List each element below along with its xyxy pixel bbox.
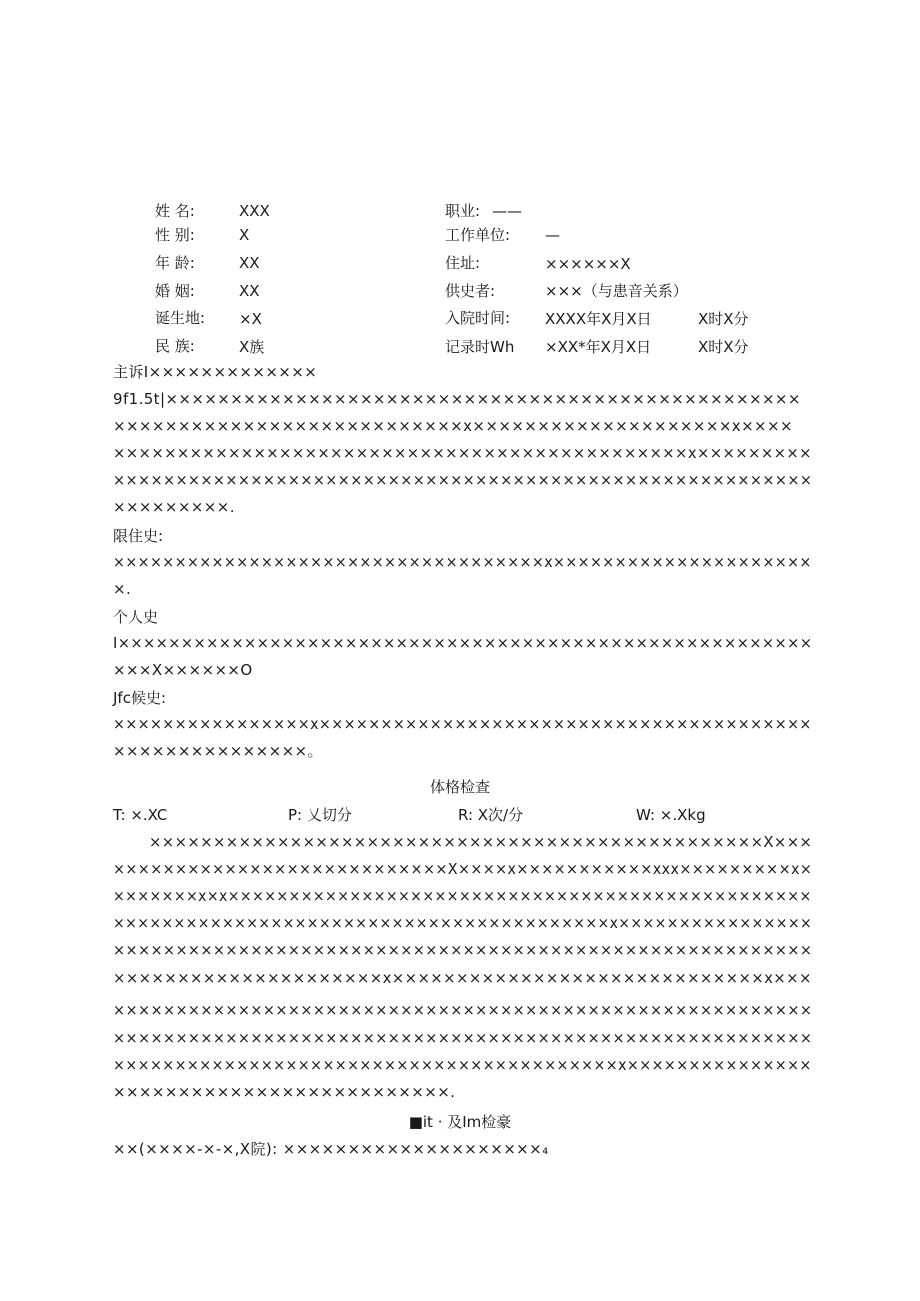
exam-respiration: R: X次/分	[458, 806, 524, 824]
record-time-value: X时X分	[698, 338, 749, 356]
family-history-title: Jfc候史:	[113, 689, 167, 707]
lab-exam-title: ■it · 及Im检豪	[408, 1113, 512, 1131]
personal-history-title: 个人史	[113, 608, 159, 626]
present-illness-line: 9f1.5t|×××××××××××××××××××××××××××××××××××××××××××××××××	[113, 390, 801, 408]
exam-line: ××××××××××××××××××××××××××××××××××××××××××××××××××××××××	[113, 1001, 813, 1019]
present-illness-line: ×××××××××××××××××××××××××××x××××××××××××××××××××x××××	[113, 417, 793, 435]
exam-line: ××××××××××××××××××××××××××××××××××××××××××××××××××××××××	[113, 941, 813, 959]
address-value: ××××××X	[545, 255, 631, 273]
present-illness-line: ××××××××××××××××××××××××××××××××××××××××××××××××××××××××	[113, 471, 813, 489]
exam-line: ××××××××××××××××××××××××××.	[113, 1083, 456, 1101]
exam-weight: W: ×.Xkg	[636, 806, 706, 824]
age-value: XX	[239, 254, 260, 272]
chief-complaint: 主诉I×××××××××××××	[113, 363, 318, 381]
family-history-line: ××××××××××××××××x××××××××××××××××××××××××××××××××××××××××	[113, 715, 812, 733]
past-history-title: 限住史:	[113, 527, 164, 545]
exam-line: ×××××××××××××××××××××××××××X××××x×××××××××××xxx×××××××××x×	[113, 860, 813, 878]
exam-pulse: P: 乂切分	[288, 806, 352, 824]
workplace-value: —	[545, 226, 560, 244]
past-history-line: ×××××××××××××××××××××××××××××××××××x×××××××××××××××××××××	[113, 553, 812, 571]
marriage-value: XX	[239, 282, 260, 300]
admit-time-value: X时X分	[698, 310, 749, 328]
exam-line: ×××××××××××××××××××××××××××××××××××××××××x×××××××××××××××	[113, 1056, 812, 1074]
exam-line: ××××××××××××××××××××××××××××××××××××××××××××××××××××××××	[113, 1029, 813, 1047]
record-time-label: 记录时Wh	[445, 338, 515, 356]
past-history-line: ×.	[113, 580, 132, 598]
admit-time-label: 入院时间:	[445, 309, 511, 327]
age-label: 年 龄:	[155, 254, 195, 272]
name-label: 姓 名:	[155, 202, 195, 220]
workplace-label: 工作单位:	[445, 226, 511, 244]
record-date-value: ×XX*年X月X日	[545, 338, 652, 356]
job-label: 职业:	[445, 202, 481, 220]
present-illness-line: ×××××××××.	[113, 498, 235, 516]
family-history-line: ×××××××××××××××。	[113, 742, 323, 760]
lab-exam-line: ××(××××-×-×,X院): ××××××××××××××××××××₄	[113, 1140, 549, 1158]
exam-line: ××××××××××××××××××××××××××××××××××××××××××××××××X×××	[149, 833, 813, 851]
exam-line: ×××××××××××××××××××××x×××××××××××××××××××××××××××××x×××	[113, 969, 812, 987]
admit-date-value: XXXX年X月X日	[545, 310, 652, 328]
physical-exam-title: 体格检查	[429, 778, 490, 796]
informant-label: 供史者:	[445, 282, 496, 300]
ethnicity-label: 民 族:	[155, 337, 195, 355]
birthplace-label: 诞生地:	[155, 309, 206, 327]
informant-value: ×××（与患音关系）	[545, 282, 688, 300]
ethnicity-value: X族	[239, 338, 265, 356]
sex-value: X	[239, 226, 250, 244]
birthplace-value: ×X	[239, 310, 262, 328]
marriage-label: 婚 姻:	[155, 282, 195, 300]
sex-label: 性 别:	[155, 226, 195, 244]
personal-history-line: ×××X××××××O	[113, 661, 253, 679]
exam-line: ×××××××××××××××××××××××××××××××××××××××××x××××××××××××××××	[113, 914, 813, 932]
name-value: XXX	[239, 202, 270, 220]
exam-line: ×××××××x×x××××××××××××××××××××××××××××××××××××××××××××××××	[113, 887, 812, 905]
job-value: ——	[492, 202, 522, 220]
exam-temperature: T: ×.XC	[113, 806, 168, 824]
present-illness-line: ×××××××××××××××××××××××××××××××××××××××××××××x×××××××××	[113, 444, 812, 462]
personal-history-line: I×××××××××××××××××××××××××××××××××××××××××××××××××××××××	[113, 634, 813, 652]
address-label: 住址:	[445, 254, 481, 272]
